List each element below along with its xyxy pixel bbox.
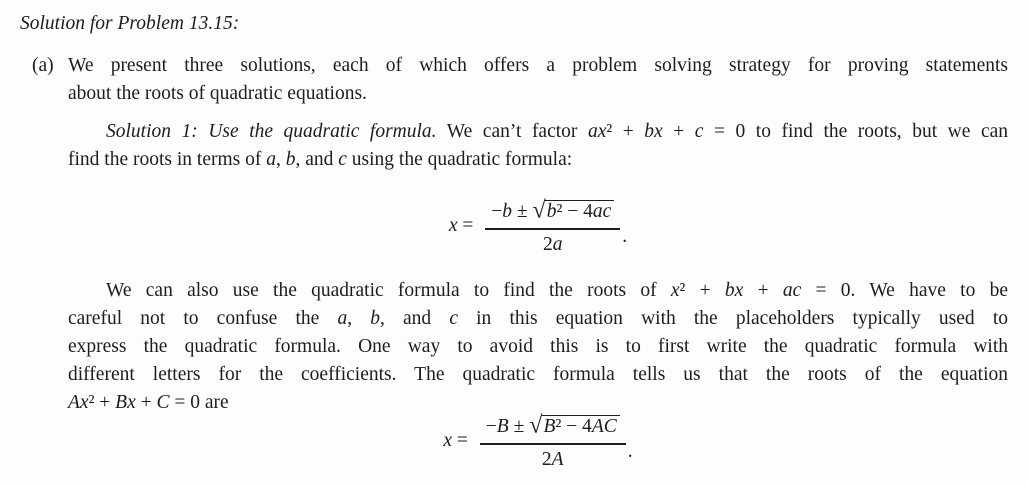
paragraph-intro [68, 52, 1008, 108]
text-line: about the roots of quadratic equations. [68, 83, 367, 104]
text-line: We present three solutions, each of which offers a problem solving strategy for proving statements [68, 55, 1008, 76]
numerator [480, 411, 626, 445]
text-line: different letters for the coefficients. The quadratic formula tells us that the roots of the equation [68, 363, 1008, 385]
quadratic-formula-lowercase [68, 196, 1008, 257]
item-a [0, 52, 1028, 472]
text-line: Ax² + Bx + C = 0 are [68, 391, 229, 413]
numerator-prefix: −b ± [491, 201, 533, 222]
quadratic-formula-uppercase [68, 411, 1008, 472]
square-root [532, 196, 614, 224]
denominator: 2A [541, 449, 564, 471]
text-line: We can also use the quadratic formula to find the roots of x² + bx + ac = 0. We have to be [106, 279, 1008, 301]
formula-period: . [622, 226, 628, 248]
formula-lhs: x = [443, 430, 473, 452]
text-line: careful not to confuse the a, b, and c in this equation with the placeholders typically used to [68, 307, 1008, 329]
fraction [480, 411, 626, 472]
numerator [485, 196, 620, 230]
denominator: 2a [543, 234, 563, 256]
item-label-a: (a) [32, 55, 54, 76]
square-root [529, 411, 620, 439]
formula-period: . [627, 441, 633, 463]
item-a-content [68, 52, 1008, 472]
fraction [485, 196, 620, 257]
text-line: find the roots in terms of a, b, and c using the quadratic formula: [68, 149, 573, 170]
radical-sign: √ [532, 196, 546, 224]
numerator-prefix: −B ± [485, 415, 530, 437]
formula-lhs: x = [448, 215, 479, 237]
solution-heading: Solution for Problem 13.15: [20, 13, 240, 34]
radical-sign: √ [529, 411, 543, 439]
paragraph-caution [68, 277, 1008, 417]
text-line: Solution 1: Use the quadratic formula. We can’t factor ax² + bx + c = 0 to find the roots, but we can [106, 121, 1009, 142]
radicand: b² − 4ac [545, 200, 615, 223]
text-line: express the quadratic formula. One way to avoid this is to first write the quadratic formula with [68, 335, 1008, 357]
paragraph-solution1 [68, 118, 1008, 174]
document-page [0, 10, 1028, 472]
radicand: B² − 4AC [542, 415, 620, 438]
